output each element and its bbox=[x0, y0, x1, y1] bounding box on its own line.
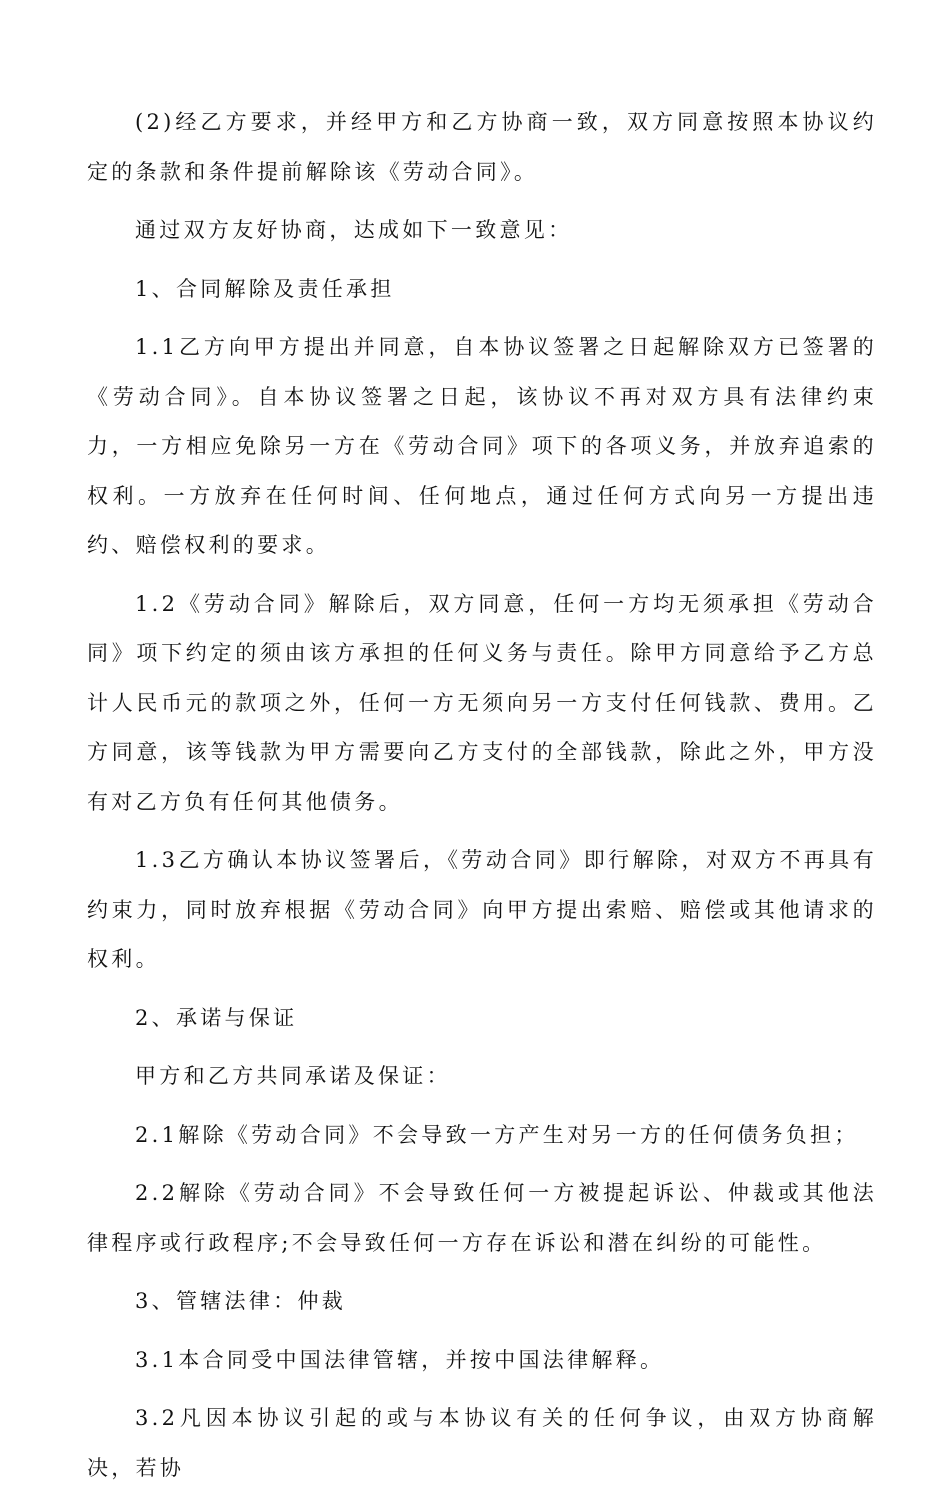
clause-2-2: 2.2解除《劳动合同》不会导致任何一方被提起诉讼、仲裁或其他法律程序或行政程序;不会导致任何一方存在诉讼和潜在纠纷的可能性。 bbox=[87, 1181, 877, 1255]
paragraph-early-termination-intro: (2)经乙方要求，并经甲方和乙方协商一致，双方同意按照本协议约定的条款和条件提前解除该《劳动合同》。 bbox=[87, 110, 877, 184]
clause-3-1: 3.1本合同受中国法律管辖，并按中国法律解释。 bbox=[135, 1347, 665, 1372]
section-heading-warranties: 2、承诺与保证 bbox=[135, 1005, 298, 1030]
clause-3-2: 3.2凡因本协议引起的或与本协议有关的任何争议，由双方协商解决，若协 bbox=[87, 1406, 877, 1480]
clause-1-1: 1.1乙方向甲方提出并同意，自本协议签署之日起解除双方已签署的《劳动合同》。自本协议签署之日起，该协议不再对双方具有法律约束力，一方相应免除另一方在《劳动合同》项下的各项义务，并放弃追索的权利。一方放弃在任何时间、任何地点，通过任何方式向另一方提出违约、赔偿权利的要求。 bbox=[87, 335, 877, 557]
clause-1-2: 1.2《劳动合同》解除后，双方同意，任何一方均无须承担《劳动合同》项下约定的须由该方承担的任何义务与责任。除甲方同意给予乙方总计人民币元的款项之外，任何一方无须向另一方支付任何钱款、费用。乙方同意，该等钱款为甲方需要向乙方支付的全部钱款，除此之外，甲方没有对乙方负有任何其他债务。 bbox=[87, 591, 877, 814]
clause-2-1: 2.1解除《劳动合同》不会导致一方产生对另一方的任何债务负担； bbox=[135, 1122, 859, 1147]
paragraph-consensus-intro: 通过双方友好协商，达成如下一致意见： bbox=[135, 218, 573, 242]
document-body bbox=[87, 98, 877, 1502]
section-heading-termination: 1、合同解除及责任承担 bbox=[135, 276, 395, 301]
paragraph-warranties-intro: 甲方和乙方共同承诺及保证： bbox=[135, 1064, 451, 1088]
clause-1-3: 1.3乙方确认本协议签署后，《劳动合同》即行解除，对双方不再具有约束力，同时放弃根据《劳动合同》向甲方提出索赔、赔偿或其他请求的权利。 bbox=[87, 848, 877, 971]
section-heading-governing-law: 3、管辖法律：仲裁 bbox=[135, 1289, 347, 1313]
